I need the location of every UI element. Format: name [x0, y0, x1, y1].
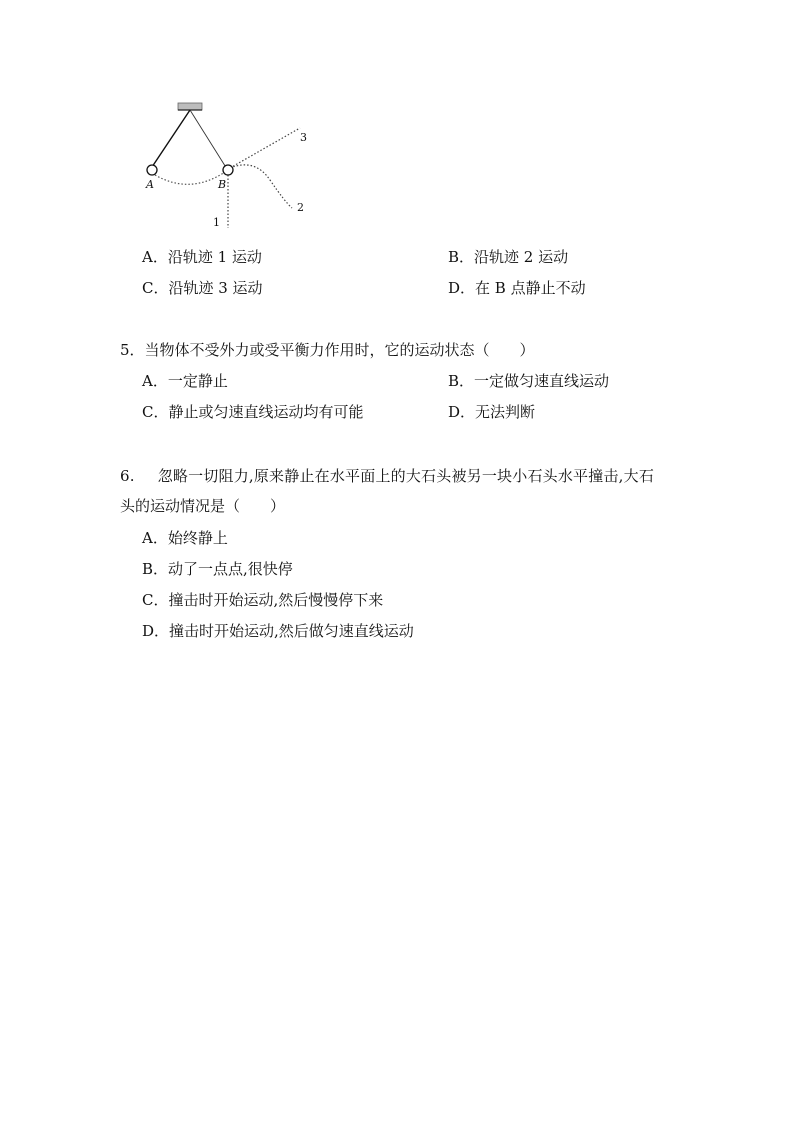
string-to-b: [190, 110, 227, 169]
q5-option-b: B．一定做匀速直线运动: [448, 372, 610, 390]
q6-option-a: A．始终静上: [142, 529, 228, 547]
ceiling-support: [178, 103, 202, 110]
q4-option-b: B．沿轨迹 2 运动: [448, 248, 569, 266]
swing-path: [155, 172, 225, 184]
pendulum-figure: [140, 100, 320, 230]
q5-option-d: D．无法判断: [448, 403, 536, 421]
q6-stem-text: 忽略一切阻力,原来静止在水平面上的大石头被另一块小石头水平撞击,大石: [157, 467, 655, 485]
label-b: B: [218, 178, 227, 191]
q4-option-d: D．在 B 点静止不动: [448, 279, 586, 297]
string-to-a: [152, 110, 190, 167]
q6-stem-line2: 头的运动情况是（ ）: [120, 497, 286, 515]
q6-number: 6.: [120, 467, 135, 485]
ball-a: [147, 165, 157, 175]
q5-option-c: C．静止或匀速直线运动均有可能: [142, 403, 364, 421]
label-1: 1: [213, 216, 220, 229]
trajectory-2: [230, 165, 292, 208]
q4-option-c: C．沿轨迹 3 运动: [142, 279, 263, 297]
label-2: 2: [297, 201, 304, 214]
label-3: 3: [300, 131, 307, 144]
label-a: A: [146, 178, 154, 191]
q5-option-a: A．一定静止: [142, 372, 228, 390]
q6-stem-line1: [120, 466, 676, 486]
q6-option-b: B．动了一点点,很快停: [142, 560, 293, 578]
q6-option-d: D．撞击时开始运动,然后做匀速直线运动: [142, 622, 414, 640]
q6-option-c: C．撞击时开始运动,然后慢慢停下来: [142, 591, 384, 609]
q5-stem: 5．当物体不受外力或受平衡力作用时，它的运动状态（ ）: [120, 341, 535, 359]
ball-b: [223, 165, 233, 175]
trajectory-3: [230, 128, 300, 168]
q4-option-a: A．沿轨迹 1 运动: [142, 248, 262, 266]
